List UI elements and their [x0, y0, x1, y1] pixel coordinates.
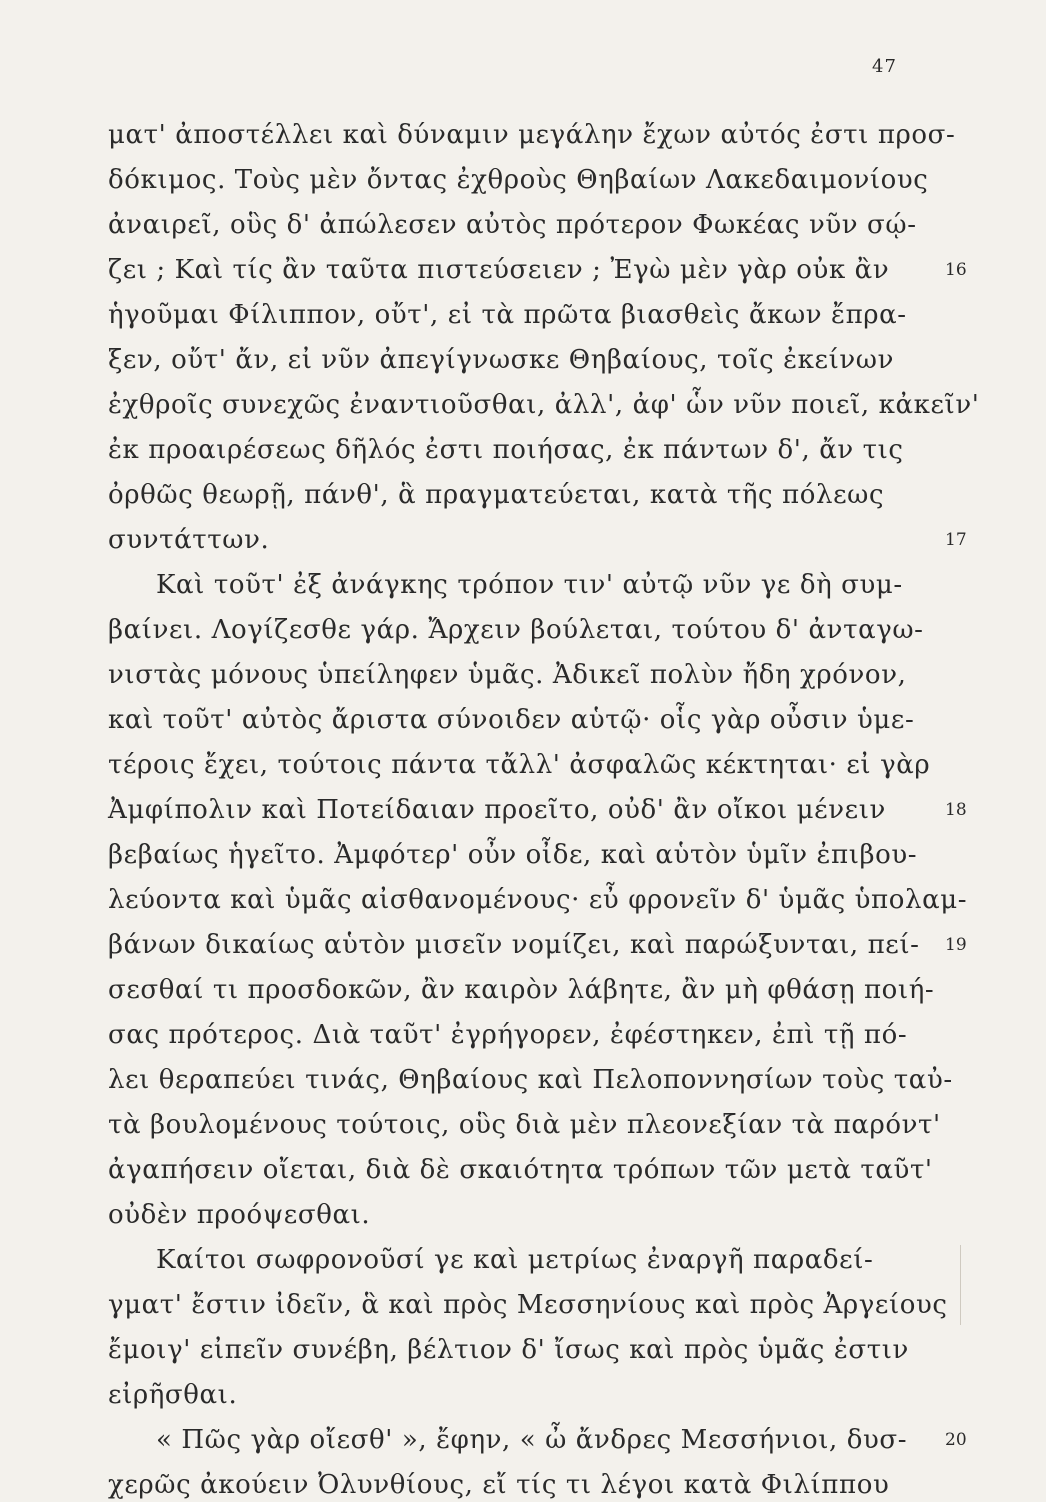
text-line: λεύοντα καὶ ὑμᾶς αἰσθανομένους· εὖ φρονεῖν δ' ὑμᾶς ὑπολαμ-	[108, 885, 968, 915]
page-edge-mark	[960, 1245, 961, 1325]
text-line: ξεν, οὔτ' ἄν, εἰ νῦν ἀπεγίγνωσκε Θηβαίους, τοῖς ἐκείνων	[108, 345, 894, 375]
text-line: ἀναιρεῖ, οὓς δ' ἀπώλεσεν αὐτὸς πρότερον Φωκέας νῦν σῴ-	[108, 210, 917, 240]
text-line: Καίτοι σωφρονοῦσί γε καὶ μετρίως ἐναργῆ παραδεί-	[156, 1245, 874, 1275]
text-line: εἰρῆσθαι.	[108, 1380, 238, 1410]
text-line: τέροις ἔχει, τούτοις πάντα τἄλλ' ἀσφαλῶς κέκτηται· εἰ γὰρ	[108, 750, 931, 780]
text-line: καὶ τοῦτ' αὐτὸς ἄριστα σύνοιδεν αὑτῷ· οἷς γὰρ οὖσιν ὑμε-	[108, 705, 915, 735]
text-line: συντάττων.	[108, 525, 270, 555]
text-line: βάνων δικαίως αὑτὸν μισεῖν νομίζει, καὶ παρώξυνται, πεί-	[108, 930, 920, 960]
text-line: χερῶς ἀκούειν Ὀλυνθίους, εἴ τίς τι λέγοι κατὰ Φιλίππου	[108, 1470, 890, 1500]
text-line: ματ' ἀποστέλλει καὶ δύναμιν μεγάλην ἔχων αὐτός ἐστι προσ-	[108, 120, 956, 150]
text-line: ἐχθροῖς συνεχῶς ἐναντιοῦσθαι, ἀλλ', ἀφ' ὧν νῦν ποιεῖ, κἀκεῖν'	[108, 390, 980, 420]
section-number: 16	[945, 260, 967, 280]
section-number: 18	[945, 800, 967, 820]
section-number: 17	[945, 530, 967, 550]
text-line: ζει ; Καὶ τίς ἂν ταῦτα πιστεύσειεν ; Ἐγὼ μὲν γὰρ οὐκ ἂν	[108, 255, 890, 285]
text-line: ἡγοῦμαι Φίλιππον, οὔτ', εἰ τὰ πρῶτα βιασθεὶς ἄκων ἔπρα-	[108, 300, 907, 330]
text-line: ἔμοιγ' εἰπεῖν συνέβη, βέλτιον δ' ἴσως καὶ πρὸς ὑμᾶς ἐστιν	[108, 1335, 909, 1365]
text-line: τὰ βουλομένους τούτοις, οὓς διὰ μὲν πλεονεξίαν τὰ παρόντ'	[108, 1110, 941, 1140]
section-number: 20	[945, 1430, 967, 1450]
page-number: 47	[872, 56, 897, 77]
text-line: βεβαίως ἡγεῖτο. Ἀμφότερ' οὖν οἶδε, καὶ αὑτὸν ὑμῖν ἐπιβου-	[108, 840, 918, 870]
text-line: οὐδὲν προόψεσθαι.	[108, 1200, 371, 1230]
text-line: βαίνει. Λογίζεσθε γάρ. Ἄρχειν βούλεται, τούτου δ' ἀνταγω-	[108, 615, 924, 645]
text-line: « Πῶς γὰρ οἴεσθ' », ἔφην, « ὦ ἄνδρες Μεσσήνιοι, δυσ-	[156, 1425, 908, 1455]
text-line: ἀγαπήσειν οἴεται, διὰ δὲ σκαιότητα τρόπων τῶν μετὰ ταῦτ'	[108, 1155, 933, 1185]
text-line: σας πρότερος. Διὰ ταῦτ' ἐγρήγορεν, ἐφέστηκεν, ἐπὶ τῇ πό-	[108, 1020, 908, 1050]
text-line: γματ' ἔστιν ἰδεῖν, ἃ καὶ πρὸς Μεσσηνίους καὶ πρὸς Ἀργείους	[108, 1290, 948, 1320]
text-line: ἐκ προαιρέσεως δῆλός ἐστι ποιήσας, ἐκ πάντων δ', ἄν τις	[108, 435, 904, 465]
text-line: δόκιμος. Τοὺς μὲν ὄντας ἐχθροὺς Θηβαίων Λακεδαιμονίους	[108, 165, 929, 195]
section-number: 19	[945, 935, 967, 955]
text-line: σεσθαί τι προσδοκῶν, ἂν καιρὸν λάβητε, ἂν μὴ φθάσῃ ποιή-	[108, 975, 935, 1005]
text-line: ὀρθῶς θεωρῇ, πάνθ', ἃ πραγματεύεται, κατὰ τῆς πόλεως	[108, 480, 885, 510]
text-line: νιστὰς μόνους ὑπείληφεν ὑμᾶς. Ἀδικεῖ πολὺν ἤδη χρόνον,	[108, 660, 907, 690]
text-line: λει θεραπεύει τινάς, Θηβαίους καὶ Πελοποννησίων τοὺς ταὐ-	[108, 1065, 953, 1095]
text-line: Καὶ τοῦτ' ἐξ ἀνάγκης τρόπον τιν' αὐτῷ νῦν γε δὴ συμ-	[156, 570, 903, 600]
text-line: Ἀμφίπολιν καὶ Ποτείδαιαν προεῖτο, οὐδ' ἂν οἴκοι μένειν	[108, 795, 886, 825]
